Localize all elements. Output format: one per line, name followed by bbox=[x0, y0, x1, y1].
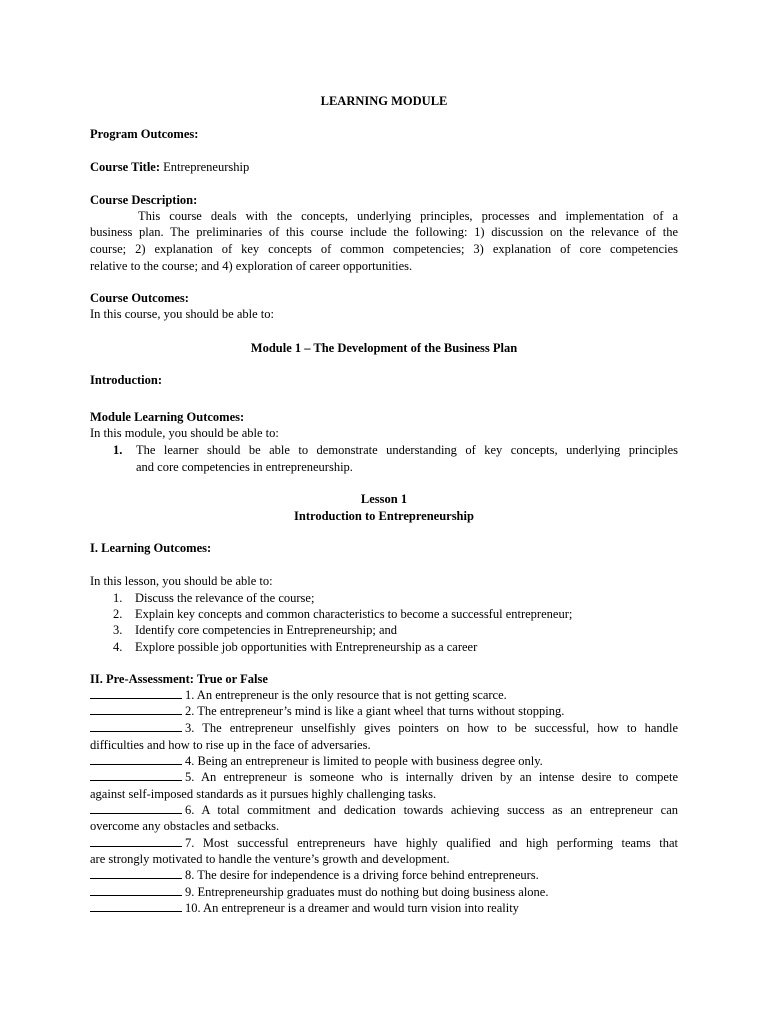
question-item bbox=[90, 835, 678, 851]
answer-blank[interactable] bbox=[90, 770, 182, 781]
question-continuation: difficulties and how to rise up in the face of adversaries. bbox=[90, 738, 371, 752]
answer-blank[interactable] bbox=[90, 803, 182, 814]
learning-outcomes-intro: In this lesson, you should be able to: bbox=[90, 574, 273, 588]
question-text: 2. The entrepreneur’s mind is like a giant wheel that turns without stopping. bbox=[185, 704, 565, 718]
question-item bbox=[90, 900, 678, 916]
question-item bbox=[90, 703, 678, 719]
document-title: LEARNING MODULE bbox=[320, 94, 448, 108]
module-learning-outcomes-intro: In this module, you should be able to: bbox=[90, 426, 279, 440]
course-outcomes-heading: Course Outcomes: bbox=[90, 291, 189, 305]
question-text: 3. The entrepreneur unselfishly gives pointers on how to be successful, how to handle bbox=[185, 721, 678, 735]
question-text: 6. A total commitment and dedication towards achieving success as an entrepreneur can bbox=[185, 803, 678, 817]
list-item: Explain key concepts and common characteristics to become a successful entrepreneur; bbox=[135, 607, 573, 621]
module-outcome-number: 1. bbox=[113, 443, 123, 457]
list-item-number: 2. bbox=[113, 607, 123, 621]
question-continuation: overcome any obstacles and setbacks. bbox=[90, 819, 280, 833]
program-outcomes-heading: Program Outcomes: bbox=[90, 127, 199, 141]
learning-outcomes-heading: I. Learning Outcomes: bbox=[90, 541, 212, 555]
list-item: Explore possible job opportunities with Entrepreneurship as a career bbox=[135, 640, 478, 654]
list-item: Identify core competencies in Entrepreneurship; and bbox=[135, 623, 398, 637]
answer-blank[interactable] bbox=[90, 868, 182, 879]
course-outcomes-intro: In this course, you should be able to: bbox=[90, 307, 274, 321]
question-text: 5. An entrepreneur is someone who is internally driven by an intense desire to compete bbox=[185, 770, 678, 784]
answer-blank[interactable] bbox=[90, 885, 182, 896]
lesson-number: Lesson 1 bbox=[360, 492, 408, 506]
module-outcome-line-2: and core competencies in entrepreneurship. bbox=[136, 460, 353, 474]
list-item-number: 3. bbox=[113, 623, 123, 637]
question-text: 4. Being an entrepreneur is limited to people with business degree only. bbox=[185, 754, 543, 768]
lesson-title: Introduction to Entrepreneurship bbox=[294, 509, 474, 523]
list-item-number: 1. bbox=[113, 591, 123, 605]
course-title-line bbox=[90, 159, 249, 175]
course-description-line-2: business plan. The preliminaries of this course include the following: 1) discussion on the relevance of the bbox=[90, 225, 678, 239]
list-item: Discuss the relevance of the course; bbox=[135, 591, 315, 605]
module-outcome-line-1: The learner should be able to demonstrate understanding of key concepts, underlying principles bbox=[136, 443, 678, 457]
question-item bbox=[90, 753, 678, 769]
question-text: 8. The desire for independence is a driving force behind entrepreneurs. bbox=[185, 868, 539, 882]
answer-blank[interactable] bbox=[90, 688, 182, 699]
answer-blank[interactable] bbox=[90, 901, 182, 912]
question-continuation: against self-imposed standards as it pursues highly challenging tasks. bbox=[90, 787, 437, 801]
introduction-heading: Introduction: bbox=[90, 373, 163, 387]
course-title-value: Entrepreneurship bbox=[163, 160, 250, 174]
pre-assessment-heading: II. Pre-Assessment: True or False bbox=[90, 672, 268, 686]
course-description-line-1: This course deals with the concepts, underlying principles, processes and implementation of a bbox=[138, 209, 678, 223]
answer-blank[interactable] bbox=[90, 754, 182, 765]
question-text: 7. Most successful entrepreneurs have highly qualified and high performing teams that bbox=[185, 836, 678, 850]
list-item-number: 4. bbox=[113, 640, 123, 654]
question-text: 9. Entrepreneurship graduates must do nothing but doing business alone. bbox=[185, 885, 549, 899]
question-item bbox=[90, 802, 678, 818]
question-text: 10. An entrepreneur is a dreamer and would turn vision into reality bbox=[185, 901, 519, 915]
question-continuation: are strongly motivated to handle the venture’s growth and development. bbox=[90, 852, 450, 866]
question-item bbox=[90, 720, 678, 736]
answer-blank[interactable] bbox=[90, 721, 182, 732]
course-description-line-4: relative to the course; and 4) exploration of career opportunities. bbox=[90, 259, 413, 273]
question-item bbox=[90, 884, 678, 900]
course-description-line-3: course; 2) explanation of key concepts of common competencies; 3) explanation of core competencies bbox=[90, 242, 678, 256]
answer-blank[interactable] bbox=[90, 704, 182, 715]
question-text: 1. An entrepreneur is the only resource that is not getting scarce. bbox=[185, 688, 507, 702]
course-title-label: Course Title: bbox=[90, 160, 161, 174]
module-title: Module 1 – The Development of the Business Plan bbox=[250, 341, 518, 355]
question-item bbox=[90, 687, 678, 703]
question-item bbox=[90, 867, 678, 883]
module-learning-outcomes-heading: Module Learning Outcomes: bbox=[90, 410, 245, 424]
answer-blank[interactable] bbox=[90, 836, 182, 847]
course-description-heading: Course Description: bbox=[90, 193, 198, 207]
question-item bbox=[90, 769, 678, 785]
